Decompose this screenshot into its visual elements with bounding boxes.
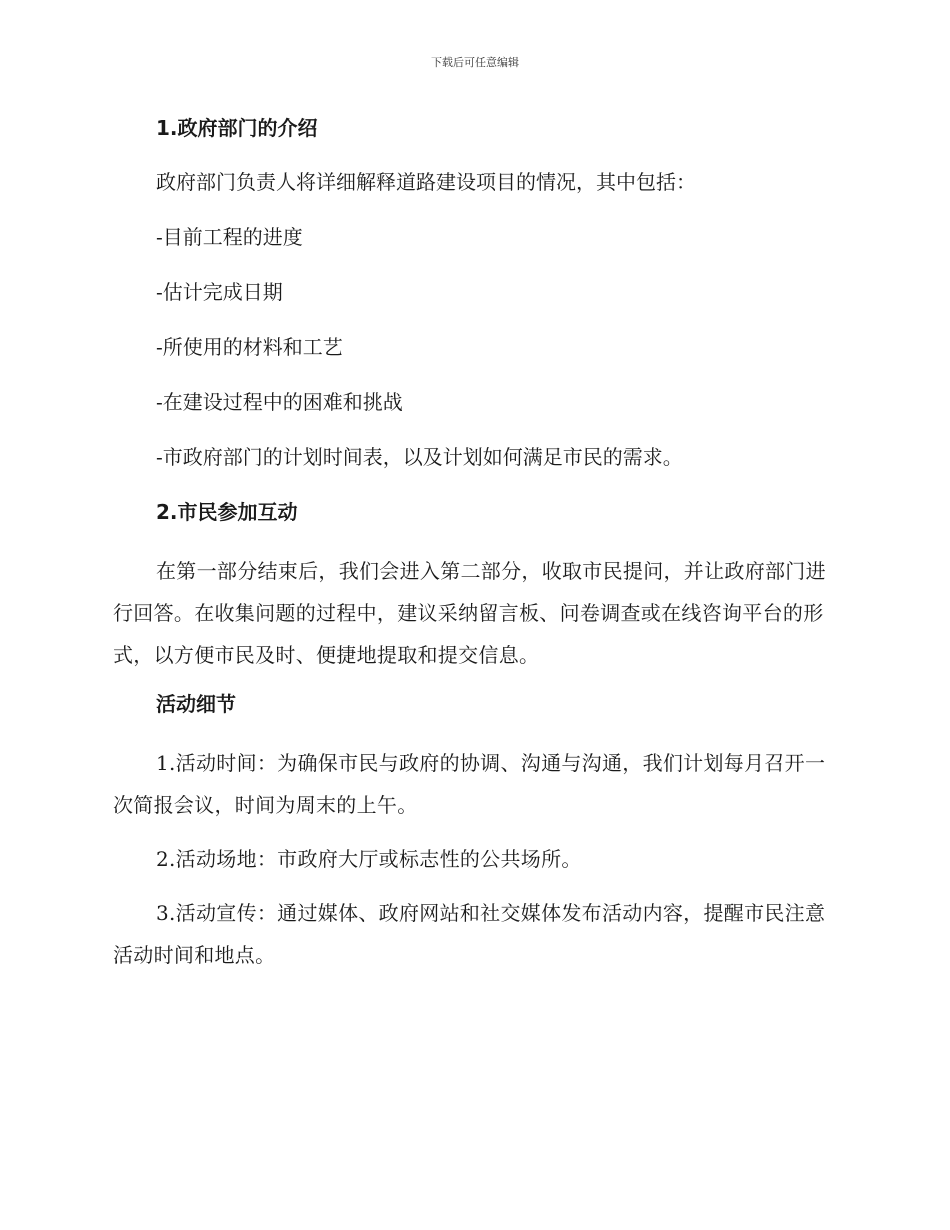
list-item: -市政府部门的计划时间表，以及计划如何满足市民的需求。 bbox=[156, 445, 683, 469]
list-item: -所使用的材料和工艺 bbox=[156, 335, 343, 359]
section-heading-activity-details: 活动细节 bbox=[156, 692, 236, 716]
list-item: -估计完成日期 bbox=[156, 280, 283, 304]
section-heading-citizen-interaction: 2.市民参加互动 bbox=[156, 500, 298, 524]
paragraph: 在第一部分结束后，我们会进入第二部分，收取市民提问，并让政府部门进行回答。在收集问题的过程中，建议采纳留言板、问卷调查或在线咨询平台的形式，以方便市民及时、便捷地提取和提交信息。 bbox=[113, 559, 826, 667]
section-heading-government-intro: 1.政府部门的介绍 bbox=[156, 116, 318, 140]
section-intro-text: 政府部门负责人将详细解释道路建设项目的情况，其中包括： bbox=[156, 170, 696, 194]
list-item: -目前工程的进度 bbox=[156, 225, 303, 249]
list-item: -在建设过程中的困难和挑战 bbox=[156, 390, 403, 414]
header-note: 下载后可任意编辑 bbox=[431, 56, 519, 69]
paragraph: 3.活动宣传：通过媒体、政府网站和社交媒体发布活动内容，提醒市民注意活动时间和地点。 bbox=[113, 901, 826, 967]
document-body bbox=[113, 112, 831, 988]
paragraph: 2.活动场地：市政府大厅或标志性的公共场所。 bbox=[156, 847, 582, 871]
paragraph: 1.活动时间：为确保市民与政府的协调、沟通与沟通，我们计划每月召开一次简报会议，时间为周末的上午。 bbox=[113, 751, 826, 817]
